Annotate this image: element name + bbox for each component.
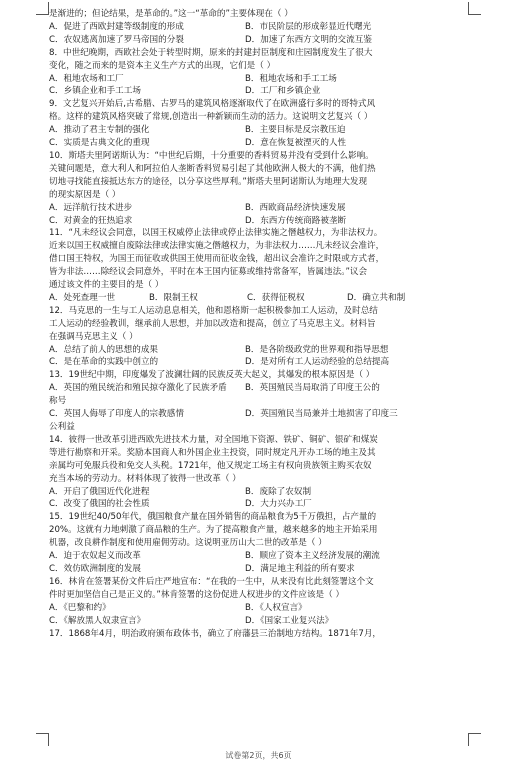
text-line: 是渐进的；但论结果，是革命的。”这一“革命的”主要体现在（ ） (49, 9, 293, 19)
answer-option: A．远洋航行技术进步 (49, 202, 133, 213)
answer-option: C．农奴逃离加速了罗马帝国的分裂 (49, 34, 184, 45)
answer-option: D．东西方传统商路被垄断 (245, 215, 347, 226)
answer-options-row (49, 498, 471, 511)
crop-mark-bottom-right (468, 733, 481, 746)
answer-options-row (49, 292, 471, 305)
text-line: 称号 (49, 396, 67, 407)
answer-options-row (49, 73, 471, 86)
answer-option: A．促进了西欧封建等级制度的形成 (49, 21, 184, 32)
answer-options-row (49, 563, 471, 576)
answer-option: B．限制王权 (149, 292, 198, 303)
crop-mark-top-left (36, 2, 49, 15)
text-line: 20%。这就有力地刺激了商品粮的生产。为了提高粮食产量，越来越多的地主开始采用 (49, 525, 378, 536)
crop-mark-bottom-left (36, 733, 49, 746)
answer-options-row (49, 34, 471, 47)
answer-option: D．英国殖民当局兼并土地损害了印度三 (245, 409, 398, 420)
text-line: 等进行勘察和开采。奖励本国商人和外国企业主投资，同时规定凡开办工场的地主及其 (49, 447, 376, 458)
text-line: 15．19世纪40/50年代，俄国粮食产量在国外销售的商品粮食为5千万俄担，占产量的 (49, 512, 377, 523)
text-line: 切地寻找能直接抵达东方的途径，以分享这些厚利。”斯塔夫里阿诺斯认为地理大发现 (49, 176, 368, 187)
answer-option: A．开启了俄国近代化进程 (49, 486, 150, 497)
answer-options-row (49, 408, 471, 421)
answer-option: A．推动了君主专制的强化 (49, 125, 150, 136)
text-line: 17．1868年4月，明治政府颁布政体书，确立了府藩县三治制地方结构。1871年7月， (49, 628, 382, 639)
answer-option: D．工厂和乡镇企业 (245, 86, 321, 97)
text-line: 10．斯塔夫里阿诺斯认为：“中世纪后期，十分重要的香料贸易并没有受到什么影响。 (49, 150, 374, 161)
answer-options-row (49, 21, 471, 34)
text-line: 近来以国王权威擅自废除法律或法律实施之僭越权力，为非法权力……凡未经议会准许， (49, 241, 385, 252)
answer-option: B．西欧商品经济快速发展 (245, 202, 346, 213)
answer-option: B．市民阶层的形成彰显近代曙光 (245, 21, 372, 32)
answer-options-row (49, 550, 471, 563)
text-line: 16．林肯在签署某份文件后庄严地宣布：“在我的一生中，从来没有比此刻签署这个文 (49, 576, 374, 587)
answer-option: C．获得征税权 (247, 292, 305, 303)
answer-option: D．意在恢复被湮灭的人性 (245, 138, 347, 149)
answer-option: A．迫于农奴起义而改革 (49, 551, 141, 562)
text-line: 12．马克思的一生与工人运动息息相关，他和恩格斯一起积极参加工人运动，及时总结 (49, 305, 378, 316)
answer-option: A．英国的殖民统治和殖民掠夺激化了民族矛盾 (49, 383, 227, 394)
answer-option: B．顺应了资本主义经济发展的潮流 (245, 551, 380, 562)
text-line: 14．彼得一世改革引进西欧先进技术力量，对全国地下资源、铁矿、铜矿、银矿和煤炭 (49, 434, 378, 445)
answer-options-row (49, 344, 471, 357)
answer-option: D．是对所有工人运动经验的总结提高 (245, 357, 390, 368)
page-footer: 试卷第2页，共6页 (225, 751, 292, 760)
answer-option: B．是各阶级政党的世界观和指导思想 (245, 344, 389, 355)
answer-option: C．对黄金的狂热追求 (49, 215, 133, 226)
answer-option: B．废除了农奴制 (245, 486, 312, 497)
answer-options-row (49, 137, 471, 150)
answer-option: A．处死查理一世 (49, 292, 116, 303)
text-line: 皆为非法……除经议会同意外，平时在本王国内征募或维持常备军，皆属违法。”议会 (49, 267, 368, 278)
answer-option: B．英国殖民当局取消了印度王公的 (245, 383, 380, 394)
answer-option: B．租地农场和手工工场 (245, 73, 337, 84)
text-line: 公利益 (49, 422, 75, 432)
text-line: 在强调马克思主义（ ） (49, 331, 138, 342)
text-line: 关键问题是，意大利人和阿拉伯人垄断香料贸易引起了其他欧洲人极大的不满，他们热 (49, 163, 376, 174)
answer-option: B．主要目标是反宗教压迫 (245, 125, 346, 136)
text-line: 9．文艺复兴开始后,古希腊、古罗马的建筑风格逐渐取代了在欧洲盛行多时的哥特式风 (49, 99, 376, 110)
answer-option: D．《国家工业复兴法》 (245, 615, 334, 626)
exam-page-body (49, 8, 471, 640)
answer-options-row (49, 356, 471, 369)
answer-option: C．乡镇企业和手工工场 (49, 86, 141, 97)
answer-option: D．确立共和制 (347, 292, 406, 303)
answer-option: C．改变了俄国的社会性质 (49, 499, 150, 510)
answer-options-row (49, 615, 471, 628)
text-line: 件时更加坚信自己是正义的。”林肯签署的这份促进人权进步的文件应该是（ ） (49, 589, 345, 600)
text-line: 通过该文件的主要目的是（ ） (49, 280, 164, 291)
answer-options-row (49, 202, 471, 215)
answer-option: B．《人权宣言》 (245, 602, 307, 613)
answer-options-row (49, 602, 471, 615)
answer-options-row (49, 486, 471, 499)
text-line: 工人运动的经验教训，继承前人思想，并加以改造和提高，创立了马克思主义。材料旨 (49, 318, 376, 329)
answer-option: A．租地农场和工厂 (49, 73, 124, 84)
answer-option: C．《解放黑人奴隶宣言》 (49, 615, 146, 626)
answer-option: D．大力兴办工厂 (245, 499, 312, 510)
text-line: 亲属均可免服兵役和免交人头税。1721年，他又规定工场主有权向贵族领主购买农奴 (49, 460, 372, 471)
answer-option: C．是在革命的实践中创立的 (49, 357, 159, 368)
answer-option: A．《巴黎和约》 (49, 602, 111, 613)
text-line: 13．19世纪中期，印度爆发了波澜壮阔的民族反英大起义，其爆发的根本原因是（ ） (49, 370, 375, 381)
answer-option: C．英国人侮辱了印度人的宗教感情 (49, 409, 184, 420)
answer-option: C．实质是古典文化的重现 (49, 138, 150, 149)
answer-option: C．效仿欧洲制度的发展 (49, 563, 141, 574)
answer-options-row (49, 382, 471, 395)
text-line: 机器，改良耕作制度和使用雇佣劳动。这说明亚历山大二世的改革是（ ） (49, 538, 327, 549)
text-line: 11．“凡未经议会同意，以国王权威停止法律或停止法律实施之僭越权力，为非法权力。 (49, 228, 383, 239)
text-line: 变化，随之而来的是资本主义生产方式的出现，它们是（ ） (49, 60, 276, 71)
text-line: 充当本场的劳动力。材料体现了彼得一世改革（ ） (49, 473, 241, 484)
answer-option: A．总结了前人的思想的成果 (49, 344, 159, 355)
answer-options-row (49, 215, 471, 228)
text-line: 借口国王特权，为国王而征收或供国王使用而征收金钱，超出议会准许之时限或方式者， (49, 254, 385, 265)
answer-options-row (49, 124, 471, 137)
answer-option: D．满足地主利益的所有要求 (245, 563, 355, 574)
text-line: 格。这样的建筑风格突破了常规,创造出一种新颖而生动的活力。这说明文艺复兴（ ） (49, 112, 373, 123)
answer-option: D．加速了东西方文明的交流互鉴 (245, 34, 372, 45)
text-line: 8．中世纪晚期，西欧社会处于转型时期，原来的封建封臣制度和庄园制度发生了很大 (49, 47, 373, 58)
answer-options-row (49, 85, 471, 98)
text-line: 的现实原因是（ ） (49, 189, 121, 200)
